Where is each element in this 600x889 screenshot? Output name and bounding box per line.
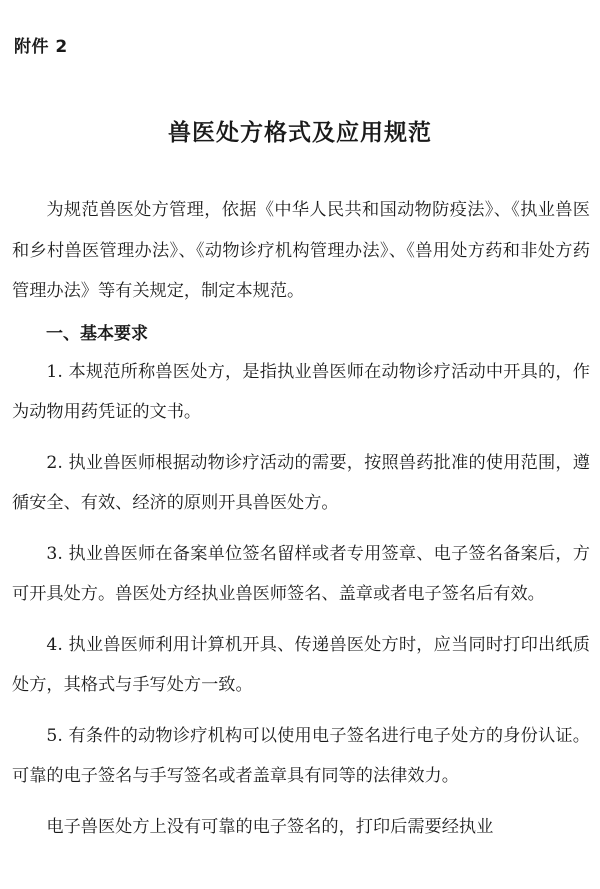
- item-paragraph-1: 1. 本规范所称兽医处方，是指执业兽医师在动物诊疗活动中开具的，作为动物用药凭证的文书。: [12, 361, 590, 422]
- item-paragraph-4: 4. 执业兽医师利用计算机开具、传递兽医处方时，应当同时打印出纸质处方，其格式与手写处方一致。: [12, 634, 590, 695]
- item-paragraph-5: 5. 有条件的动物诊疗机构可以使用电子签名进行电子处方的身份认证。可靠的电子签名与手写签名或者盖章具有同等的法律效力。: [12, 725, 590, 786]
- item-paragraph-2: 2. 执业兽医师根据动物诊疗活动的需要，按照兽药批准的使用范围，遵循安全、有效、经济的原则开具兽医处方。: [12, 452, 590, 513]
- section-heading: 一、基本要求: [46, 323, 148, 344]
- document-title: 兽医处方格式及应用规范: [168, 120, 432, 146]
- intro-paragraph: 为规范兽医处方管理，依据《中华人民共和国动物防疫法》、《执业兽医和乡村兽医管理办法》、《动物诊疗机构管理办法》、《兽用处方药和非处方药管理办法》等有关规定，制定本规范。: [12, 200, 590, 301]
- document-body: [12, 190, 590, 847]
- attachment-label: 附件 2: [14, 37, 68, 57]
- item-paragraph-3: 3. 执业兽医师在备案单位签名留样或者专用签章、电子签名备案后，方可开具处方。兽医处方经执业兽医师签名、盖章或者电子签名后有效。: [12, 543, 590, 604]
- item-paragraph-6: 电子兽医处方上没有可靠的电子签名的，打印后需要经执业: [46, 816, 494, 837]
